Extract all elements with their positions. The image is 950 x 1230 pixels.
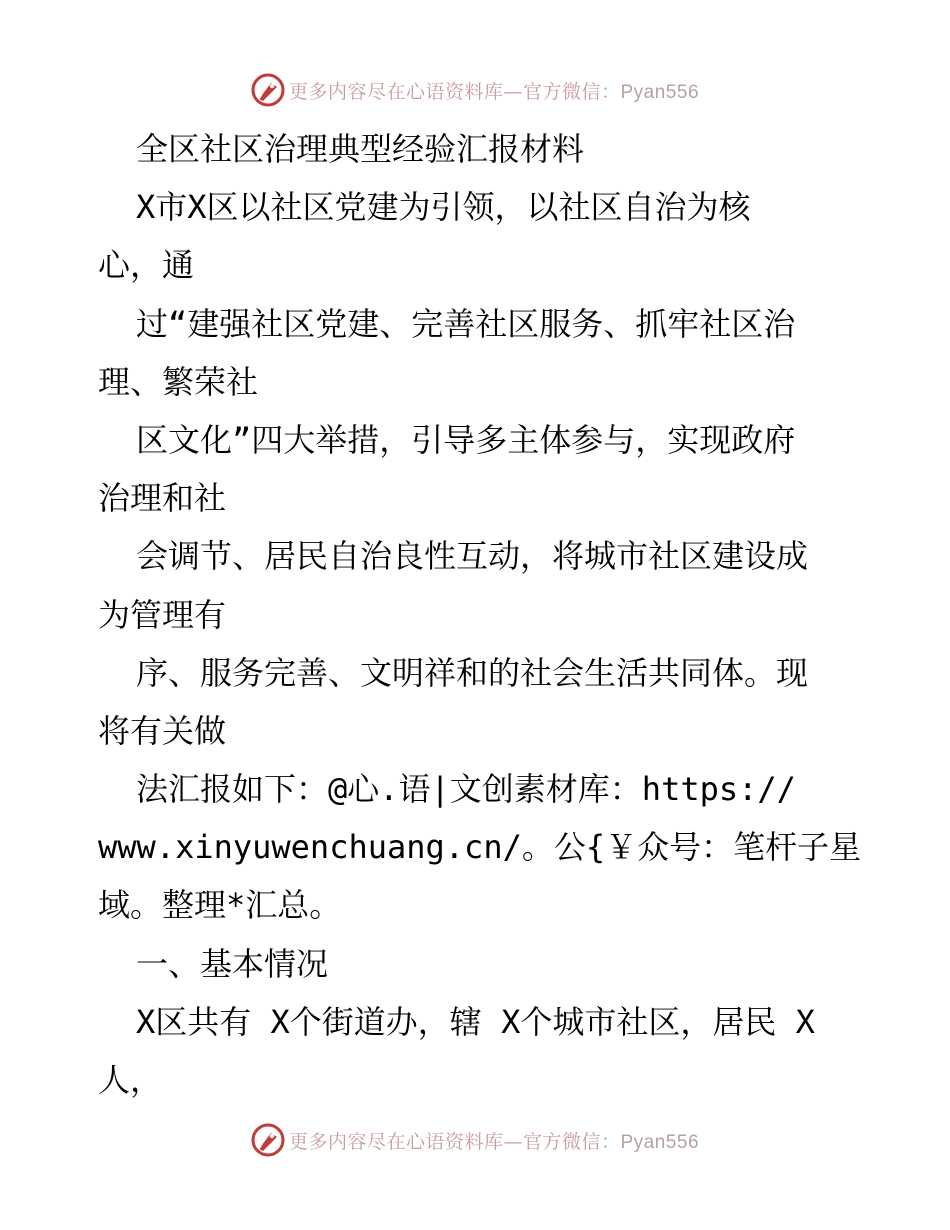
paragraph-line: 序、服务完善、文明祥和的社会生活共同体。现 [136, 653, 809, 692]
paragraph-line: X区共有 X个街道办，辖 X个城市社区，居民 X [136, 1002, 815, 1041]
paragraph-line: 区文化”四大举措，引导多主体参与，实现政府 [136, 420, 796, 459]
watermark-label: 更多内容尽在心语资料库—官方微信： [288, 1130, 621, 1153]
watermark-text [289, 1127, 699, 1154]
pen-nib-logo-icon [251, 73, 285, 107]
pen-nib-logo-icon [251, 1123, 285, 1157]
watermark-handle: Pyan556 [620, 81, 700, 103]
paragraph-line: X市X区以社区党建为引领，以社区自治为核 [136, 188, 751, 227]
paragraph-line: 理、繁荣社 [98, 362, 259, 401]
paragraph-line: www.xinyuwenchuang.cn/。公{￥众号：笔杆子星 [98, 828, 862, 867]
paragraph-line: 人， [98, 1061, 163, 1099]
paragraph-line: 会调节、居民自治良性互动，将城市社区建设成 [136, 537, 809, 576]
section-heading: 一、基本情况 [136, 944, 329, 983]
paragraph-line: 为管理有 [98, 595, 227, 634]
paragraph-line: 过“建强社区党建、完善社区服务、抓牢社区治 [136, 304, 796, 343]
document-body [98, 120, 860, 1109]
watermark-handle: Pyan556 [620, 1131, 700, 1153]
paragraph-line: 心，通 [98, 246, 195, 285]
paragraph-line: 治理和社 [98, 479, 227, 518]
paragraph-line: 域。整理*汇总。 [98, 886, 342, 925]
watermark-header [0, 70, 950, 110]
watermark-footer [0, 1120, 950, 1160]
paragraph-line: 法汇报如下：@心.语|文创素材库：https:// [136, 770, 796, 809]
paragraph-line: 将有关做 [98, 711, 227, 750]
document-title: 全区社区治理典型经验汇报材料 [136, 130, 585, 168]
watermark-label: 更多内容尽在心语资料库—官方微信： [288, 80, 621, 103]
watermark-text [289, 77, 699, 104]
